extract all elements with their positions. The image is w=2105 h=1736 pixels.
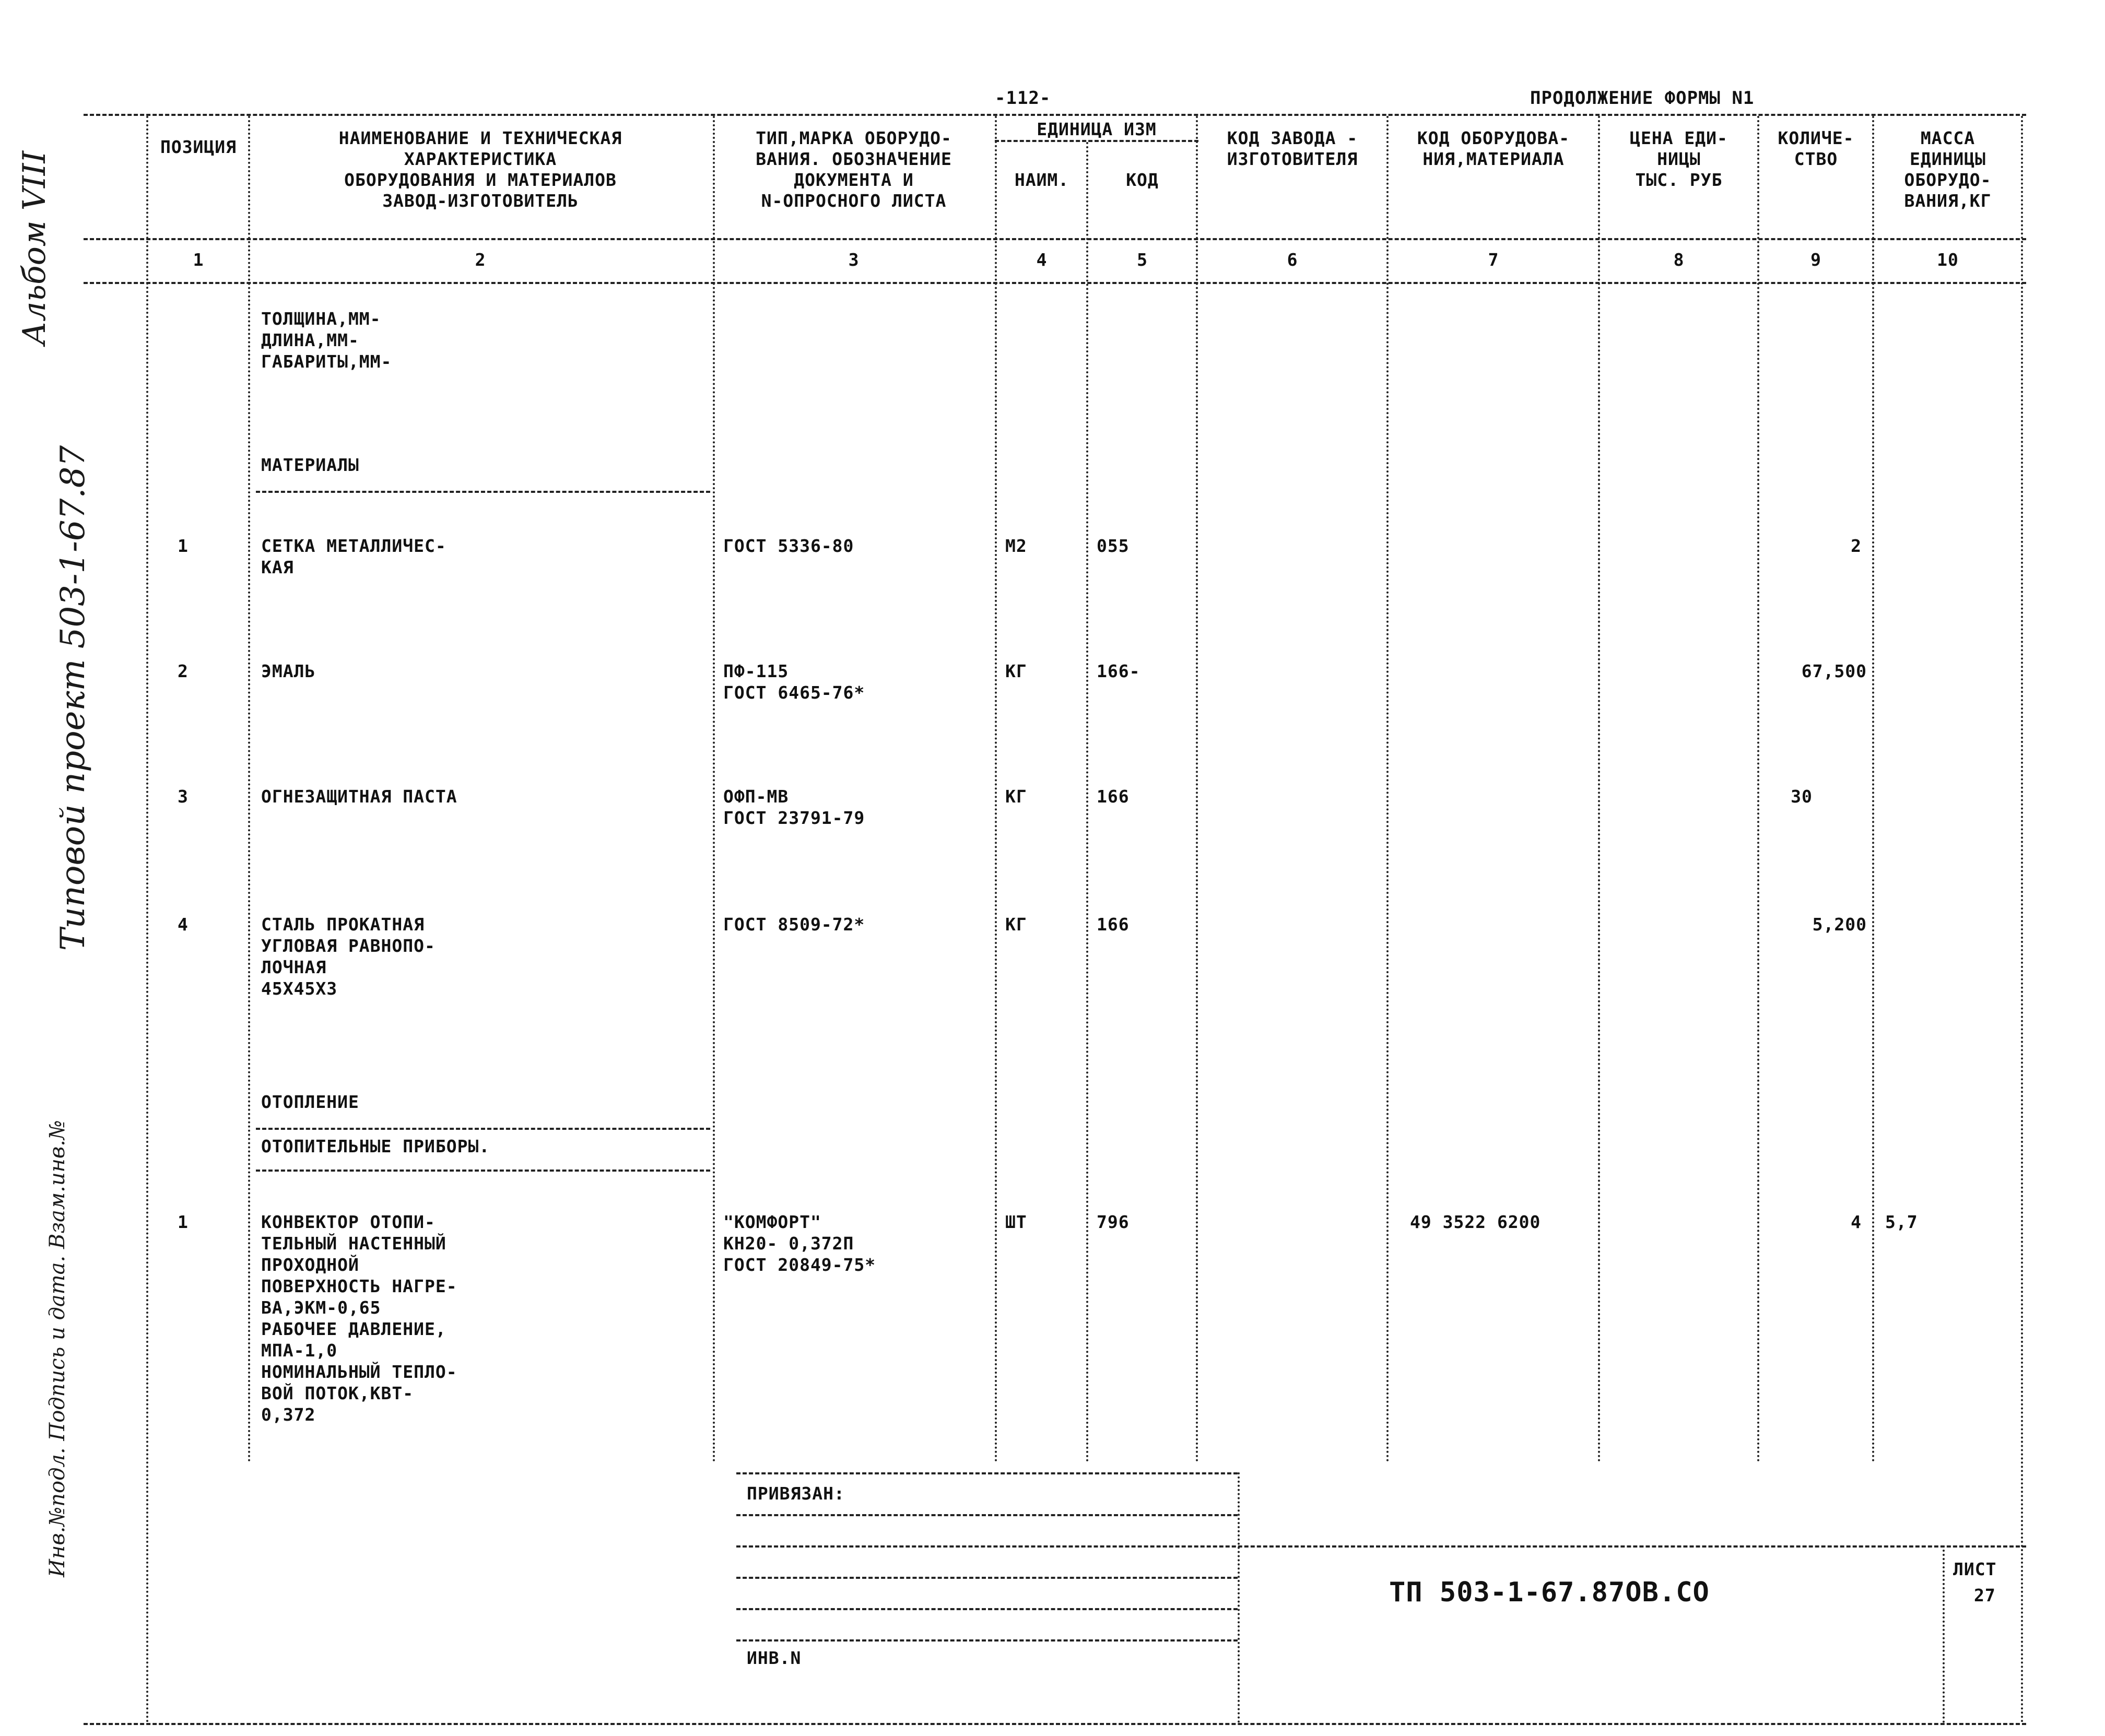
col-sep-5 — [1196, 116, 1198, 1463]
row-4-code: 166 — [1097, 786, 1130, 807]
stamp-inv: ИНВ.N — [747, 1648, 802, 1668]
rule-bottom — [84, 1723, 2026, 1725]
col-sep-right — [2021, 116, 2023, 1724]
col-header-1: ПОЗИЦИЯ — [160, 137, 237, 157]
rule-heating-a — [256, 1128, 710, 1130]
col-sep-9 — [1872, 116, 1874, 1463]
row-3-unit: КГ — [1005, 661, 1027, 681]
continuation-label: ПРОДОЛЖЕНИЕ ФОРМЫ N1 — [1530, 88, 1755, 109]
col-sep-left — [146, 116, 148, 1724]
col-num-4: 4 — [1036, 250, 1048, 270]
row-4-qty: 30 — [1791, 786, 1813, 807]
row-2-pos: 1 — [178, 536, 189, 556]
row-4-unit: КГ — [1005, 786, 1027, 807]
row-4-name: ОГНЕЗАЩИТНАЯ ПАСТА — [261, 786, 457, 807]
row-8-pos: 1 — [178, 1212, 189, 1232]
stamp-rule-6 — [736, 1639, 1238, 1641]
row-2-unit: М2 — [1005, 536, 1027, 556]
row-8-mass: 5,7 — [1885, 1212, 1918, 1232]
row-2-type: ГОСТ 5336-80 — [723, 536, 854, 556]
col-sep-2 — [713, 116, 715, 1463]
row-2-qty: 2 — [1851, 536, 1862, 556]
col-num-2: 2 — [475, 250, 486, 270]
col-header-4: НАИМ. — [1014, 170, 1069, 190]
row-2-code: 055 — [1097, 536, 1130, 556]
col-sep-3 — [995, 116, 997, 1463]
row-8-type: "КОМФОРТ" КН20- 0,372П ГОСТ 20849-75* — [723, 1212, 876, 1275]
stamp-sep-sheet — [1943, 1545, 1945, 1723]
col-header-9: КОЛИЧЕ- СТВО — [1778, 128, 1854, 169]
row-5-type: ГОСТ 8509-72* — [723, 914, 865, 935]
rule-header-bottom — [84, 238, 2026, 240]
col-header-6: КОД ЗАВОДА - ИЗГОТОВИТЕЛЯ — [1227, 128, 1358, 169]
row-3-pos: 2 — [178, 661, 189, 681]
page-number: -112- — [995, 88, 1051, 109]
col-num-5: 5 — [1137, 250, 1148, 270]
row-4-type: ОФП-МВ ГОСТ 23791-79 — [723, 786, 865, 828]
rule-materials — [256, 491, 710, 493]
col-num-7: 7 — [1488, 250, 1499, 270]
col-sep-4 — [1086, 142, 1088, 1463]
col-header-unit: ЕДИНИЦА ИЗМ — [1037, 119, 1157, 139]
row-3-code: 166- — [1097, 661, 1140, 681]
row-8-name: КОНВЕКТОР ОТОПИ- ТЕЛЬНЫЙ НАСТЕННЫЙ ПРОХОДНОЙ ПОВЕРХНОСТЬ НАГРЕ- ВА,ЭКМ-0,65 РАБОЧЕЕ ДАВЛЕНИЕ, МПА-1,0 НОМИНАЛЬНЫЙ ТЕПЛО- ВОЙ ПОТОК,КВТ- 0,372 — [261, 1212, 457, 1425]
stamp-rule-5 — [736, 1608, 1238, 1610]
row-6-name: ОТОПЛЕНИЕ — [261, 1092, 359, 1112]
rule-colnum-bottom — [84, 282, 2026, 284]
stamp-bound: ПРИВЯЗАН: — [747, 1483, 845, 1504]
col-num-1: 1 — [193, 250, 204, 270]
col-sep-8 — [1757, 116, 1759, 1463]
col-header-10: МАССА ЕДИНИЦЫ ОБОРУДО- ВАНИЯ,КГ — [1904, 128, 1992, 211]
col-header-2: НАИМЕНОВАНИЕ И ТЕХНИЧЕСКАЯ ХАРАКТЕРИСТИКА ОБОРУДОВАНИЯ И МАТЕРИАЛОВ ЗАВОД-ИЗГОТОВИТЕЛЬ — [338, 128, 622, 211]
stamp-sep-right — [1238, 1472, 1240, 1723]
row-8-code: 796 — [1097, 1212, 1130, 1232]
row-4-pos: 3 — [178, 786, 189, 807]
col-header-8: ЦЕНА ЕДИ- НИЦЫ ТЫС. РУБ — [1630, 128, 1728, 190]
stamp-doc-code: ТП 503-1-67.87ОВ.СО — [1389, 1577, 1710, 1608]
stamp-rule-2 — [736, 1514, 1238, 1516]
inv-stamp-label: Инв.№подл. Подпись и дата. Взам.инв.№ — [45, 1120, 69, 1577]
col-sep-7 — [1598, 116, 1600, 1463]
row-7-name: ОТОПИТЕЛЬНЫЕ ПРИБОРЫ. — [261, 1136, 490, 1156]
stamp-rule-1 — [736, 1472, 1238, 1474]
col-num-10: 10 — [1937, 250, 1959, 270]
col-num-9: 9 — [1810, 250, 1821, 270]
col-sep-1 — [248, 116, 250, 1463]
col-num-8: 8 — [1673, 250, 1685, 270]
row-3-name: ЭМАЛЬ — [261, 661, 316, 681]
row-3-qty: 67,500 — [1801, 661, 1867, 681]
row-5-qty: 5,200 — [1812, 914, 1867, 935]
col-num-6: 6 — [1287, 250, 1298, 270]
col-header-3: ТИП,МАРКА ОБОРУДО- ВАНИЯ. ОБОЗНАЧЕНИЕ ДОКУМЕНТА И N-ОПРОСНОГО ЛИСТА — [756, 128, 952, 211]
col-sep-6 — [1386, 116, 1389, 1463]
row-2-name: СЕТКА МЕТАЛЛИЧЕС- КАЯ — [261, 536, 446, 577]
project-label: Типовой проект 503-1-67.87 — [54, 445, 92, 951]
row-5-code: 166 — [1097, 914, 1130, 935]
album-label: Альбом VIII — [16, 150, 53, 346]
row-5-pos: 4 — [178, 914, 189, 935]
row-5-name: СТАЛЬ ПРОКАТНАЯ УГЛОВАЯ РАВНОПО- ЛОЧНАЯ 45Х45Х3 — [261, 914, 436, 999]
rule-heating-b — [256, 1170, 710, 1172]
col-header-7: КОД ОБОРУДОВА- НИЯ,МАТЕРИАЛА — [1417, 128, 1570, 169]
stamp-sheet-label: ЛИСТ — [1953, 1559, 1997, 1579]
stamp-rule-4 — [736, 1577, 1238, 1579]
row-5-unit: КГ — [1005, 914, 1027, 935]
rule-unit — [995, 140, 1198, 142]
row-0-name: ТОЛЩИНА,ММ- ДЛИНА,ММ- ГАБАРИТЫ,ММ- — [261, 309, 392, 372]
stamp-rule-3 — [736, 1545, 2026, 1548]
col-header-5: КОД — [1126, 170, 1159, 190]
row-3-type: ПФ-115 ГОСТ 6465-76* — [723, 661, 865, 703]
row-8-qty: 4 — [1851, 1212, 1862, 1232]
row-1-name: МАТЕРИАЛЫ — [261, 455, 359, 475]
rule-top — [84, 114, 2026, 116]
stamp-sheet-number: 27 — [1974, 1585, 1996, 1605]
row-8-mat: 49 3522 6200 — [1410, 1212, 1541, 1232]
col-num-3: 3 — [848, 250, 860, 270]
row-8-unit: ШТ — [1005, 1212, 1027, 1232]
